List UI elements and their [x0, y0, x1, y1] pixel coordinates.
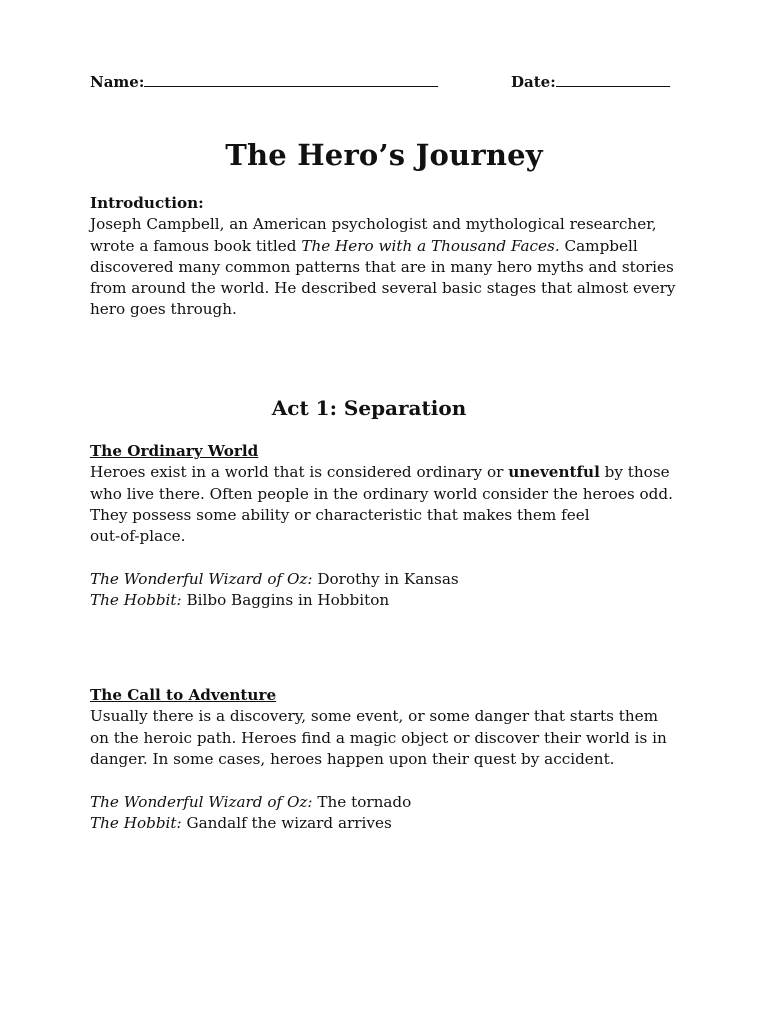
introduction-section	[90, 193, 690, 321]
introduction-heading: Introduction:	[90, 194, 204, 212]
example-source: The Wonderful Wizard of Oz:	[90, 793, 313, 811]
name-blank-line[interactable]	[144, 74, 438, 87]
name-label: Name:	[90, 73, 145, 91]
paragraph-line: on the heroic path. Heroes find a magic object or discover their world is in	[90, 728, 667, 747]
intro-line: Joseph Campbell, an American psychologist and mythological researcher,	[90, 215, 657, 234]
example-source: The Hobbit:	[90, 591, 182, 610]
example-source: The Wonderful Wizard of Oz:	[90, 570, 313, 588]
intro-text: wrote a famous book titled	[90, 236, 302, 255]
example-line	[90, 569, 690, 590]
example-line	[90, 792, 690, 813]
paragraph-line: They possess some ability or characteristic that makes them feel	[90, 505, 590, 524]
example-text: Dorothy in Kansas	[312, 570, 459, 588]
date-label: Date:	[511, 73, 556, 91]
paragraph-line: out-of-place.	[90, 527, 186, 546]
paragraph-line	[90, 462, 690, 483]
paragraph-line: who live there. Often people in the ordinary world consider the heroes odd.	[90, 484, 673, 503]
book-title: The Hero with a Thousand Faces.	[301, 236, 560, 255]
ordinary-world-heading: The Ordinary World	[90, 442, 259, 460]
ordinary-world-section	[90, 441, 690, 547]
emphasis-word: uneventful	[508, 463, 600, 482]
example-text: The tornado	[312, 793, 412, 811]
intro-line: from around the world. He described several basic stages that almost every	[90, 279, 676, 298]
intro-text: Campbell	[559, 236, 638, 255]
example-text: Bilbo Baggins in Hobbiton	[181, 591, 390, 610]
call-to-adventure-examples	[90, 792, 690, 835]
example-line	[90, 813, 690, 834]
ordinary-world-examples	[90, 569, 690, 612]
date-field[interactable]	[511, 73, 670, 91]
intro-line: discovered many common patterns that are in many hero myths and stories	[90, 257, 674, 276]
date-blank-line[interactable]	[556, 74, 670, 87]
act-title: Act 1: Separation	[271, 396, 467, 420]
paragraph-text: Heroes exist in a world that is considered ordinary or	[90, 463, 509, 482]
paragraph-line: Usually there is a discovery, some event, or some danger that starts them	[90, 707, 659, 726]
intro-line	[90, 236, 690, 257]
example-line	[90, 590, 690, 611]
name-field[interactable]	[90, 73, 438, 91]
example-source: The Hobbit:	[90, 814, 182, 833]
paragraph-text: by those	[599, 463, 670, 482]
call-to-adventure-section	[90, 685, 690, 770]
page-title: The Hero’s Journey	[225, 138, 543, 172]
intro-line: hero goes through.	[90, 300, 237, 319]
paragraph-line: danger. In some cases, heroes happen upon their quest by accident.	[90, 749, 615, 768]
call-to-adventure-heading: The Call to Adventure	[90, 686, 277, 704]
example-text: Gandalf the wizard arrives	[181, 814, 392, 833]
